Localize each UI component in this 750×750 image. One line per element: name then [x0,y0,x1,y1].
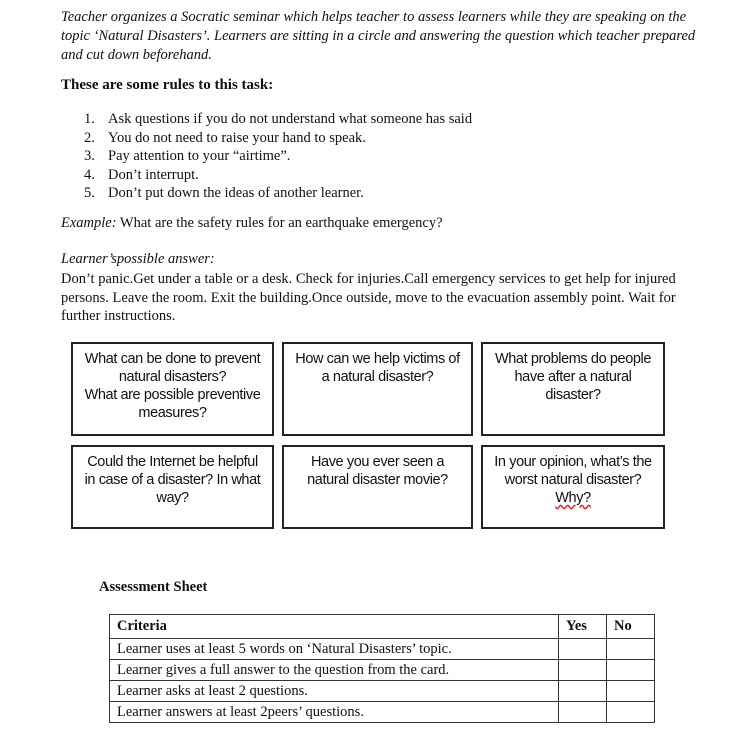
intro-paragraph: Teacher organizes a Socratic seminar which helps teacher to assess learners while they are speaking on the topic ‘Natural Disasters’. Learners are sitting in a circle and answering the question which teacher prepared and cut down beforehand. [61,9,696,63]
answer-text: Don’t panic.Get under a table or a desk. Check for injuries.Call emergency services to get help for injured persons. Leave the room. Exit the building.Once outside, move to the evacuation assembly point. Wait for further instructions. [61,271,676,324]
table-header-row [110,615,655,639]
column-header: Yes [559,615,607,639]
rule-number: 4. [84,166,95,183]
card-line: worst natural disaster? [504,472,642,488]
card-line: What are possible preventive [84,387,261,403]
table-row [110,702,655,723]
rule-text: Don’t put down the ideas of another learner. [108,185,364,201]
assessment-title: Assessment Sheet [99,579,208,595]
rule-text: Pay attention to your “airtime”. [108,148,291,164]
yes-cell [559,660,607,681]
table-row [110,660,655,681]
card-line: What problems do people [494,351,652,367]
criteria-cell: Learner uses at least 5 words on ‘Natural Disasters’ topic. [110,639,559,660]
criteria-cell: Learner answers at least 2peers’ questions. [110,702,559,723]
card-line: natural disasters? [118,369,227,385]
table-row [110,681,655,702]
criteria-cell: Learner gives a full answer to the question from the card. [110,660,559,681]
card-line: Have you ever seen a [310,454,445,470]
yes-cell [559,681,607,702]
example-text: What are the safety rules for an earthquake emergency? [116,215,443,231]
rule-number: 1. [84,111,95,127]
rule-item [84,129,472,148]
rules-list [84,110,472,203]
yes-cell [559,702,607,723]
card-line: have after a natural [514,369,632,385]
table-row [110,639,655,660]
card-line: a natural disaster? [321,369,434,385]
criteria-cell: Learner asks at least 2 questions. [110,681,559,702]
rule-text: Ask questions if you do not understand what someone has said [108,111,473,127]
card-line: measures? [138,405,207,421]
card-line: Could the Internet be helpful [87,454,258,470]
card-line: In your opinion, what’s the [494,454,652,470]
rule-item [84,184,472,203]
rule-item [84,110,472,129]
rule-number: 5. [84,185,95,201]
card-line: What can be done to prevent [84,351,261,367]
question-card [481,342,665,436]
column-header: No [607,615,655,639]
question-card [71,445,274,529]
question-card [282,342,473,436]
example-line [61,215,443,232]
yes-cell [559,639,607,660]
no-cell [607,681,655,702]
rule-text: You do not need to raise your hand to speak. [108,129,366,146]
no-cell [607,702,655,723]
rule-item [84,147,472,166]
rule-number: 3. [84,148,95,164]
rule-text: Don’t interrupt. [108,166,199,183]
assessment-table [109,614,655,723]
question-card [282,445,473,529]
answer-label: Learner’spossible answer: [61,251,215,267]
card-line: How can we help victims of [295,351,460,367]
card-line: way? [156,490,189,506]
card-line: Why? [555,490,591,506]
card-line: disaster? [545,387,601,403]
rules-heading: These are some rules to this task: [61,77,274,93]
rule-item [84,166,472,185]
card-line: in case of a disaster? In what [84,472,261,488]
card-line: natural disaster movie? [307,472,448,488]
example-label: Example: [61,215,117,231]
rule-number: 2. [84,129,95,146]
question-card [71,342,274,436]
no-cell [607,660,655,681]
no-cell [607,639,655,660]
question-card [481,445,665,529]
column-header: Criteria [110,615,559,639]
